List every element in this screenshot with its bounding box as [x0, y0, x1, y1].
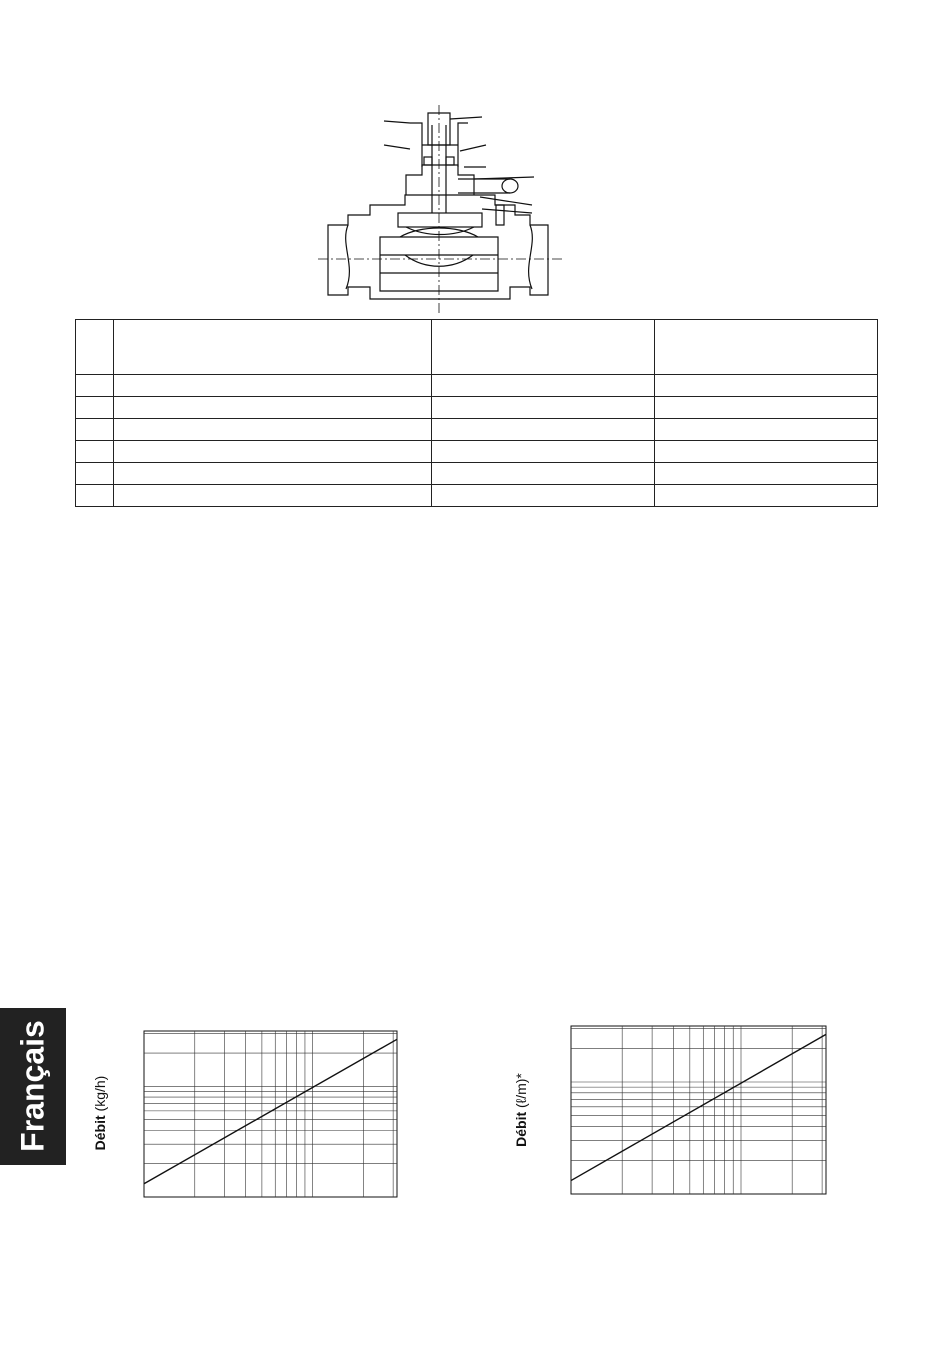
table-cell [655, 463, 878, 485]
table-cell [76, 441, 114, 463]
language-side-tab [0, 1008, 66, 1165]
table-header-row [76, 320, 878, 375]
table-row [76, 485, 878, 507]
table-cell [114, 397, 432, 419]
chart-2-plot [570, 1025, 827, 1195]
chart-1-ylabel-unit: (kg/h) [92, 1075, 108, 1112]
chart-1-ylabel [92, 1076, 108, 1151]
language-label: Français [14, 1020, 51, 1152]
table-cell [432, 375, 655, 397]
table-cell [655, 397, 878, 419]
table-cell [655, 375, 878, 397]
plot-frame [571, 1026, 826, 1194]
table-row [76, 463, 878, 485]
valve-cross-section-icon [310, 105, 570, 315]
table-cell [76, 419, 114, 441]
table-cell [76, 320, 114, 375]
parts-table [75, 319, 878, 507]
table-cell [114, 485, 432, 507]
series-line [144, 1039, 397, 1183]
table-cell [76, 463, 114, 485]
table-cell [114, 375, 432, 397]
table-cell [432, 397, 655, 419]
table-cell [114, 320, 432, 375]
table-cell [76, 375, 114, 397]
series-line [571, 1034, 826, 1180]
table-cell [432, 441, 655, 463]
table-cell [432, 485, 655, 507]
table-cell [655, 320, 878, 375]
plot-frame [144, 1031, 397, 1197]
table-row [76, 419, 878, 441]
table-row [76, 397, 878, 419]
table-cell [114, 419, 432, 441]
table-cell [114, 441, 432, 463]
table-cell [76, 397, 114, 419]
chart-1-plot [143, 1030, 398, 1198]
chart-2-ylabel-unit: (ℓ/m)* [513, 1073, 529, 1108]
chart-2-ylabel [513, 1073, 529, 1147]
table-row [76, 441, 878, 463]
chart-1-ylabel-bold: Débit [92, 1115, 108, 1151]
table-cell [655, 419, 878, 441]
table-cell [432, 419, 655, 441]
table-cell [655, 485, 878, 507]
chart-2-ylabel-bold: Débit [513, 1111, 529, 1147]
table-cell [655, 441, 878, 463]
table-row [76, 375, 878, 397]
table-cell [76, 485, 114, 507]
table-cell [432, 320, 655, 375]
table-cell [114, 463, 432, 485]
table-cell [432, 463, 655, 485]
